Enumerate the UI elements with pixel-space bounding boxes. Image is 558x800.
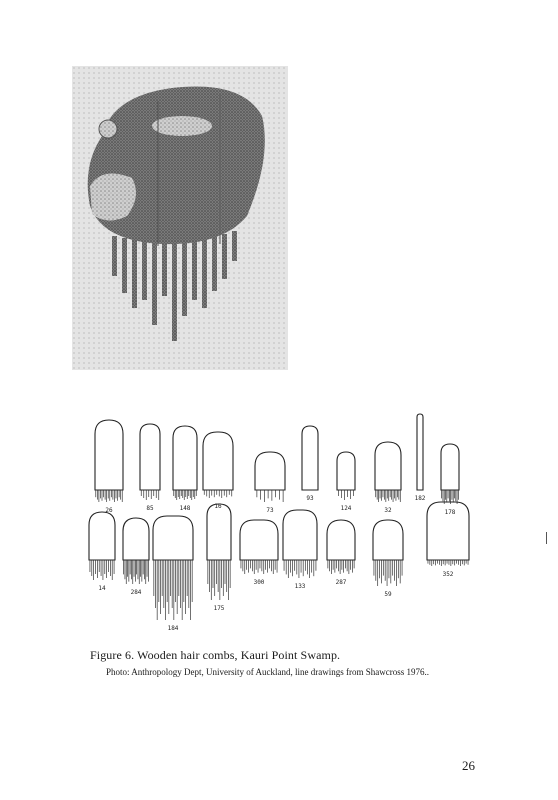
comb-drawing <box>337 452 355 500</box>
page-number: 26 <box>462 758 475 773</box>
comb-number: 284 <box>130 589 142 596</box>
comb-drawing <box>173 426 197 500</box>
comb-number: 300 <box>253 579 265 586</box>
figure-caption <box>90 648 510 678</box>
comb-number: 124 <box>340 505 352 512</box>
comb-line-drawings <box>95 410 485 632</box>
comb-number: 182 <box>414 495 426 502</box>
comb-number: 32 <box>384 507 392 514</box>
comb-number: 175 <box>213 605 225 612</box>
comb-drawing <box>140 424 160 500</box>
comb-drawing <box>302 426 318 490</box>
comb-number: 148 <box>179 505 191 512</box>
comb-drawing <box>207 504 231 600</box>
comb-drawing <box>441 444 459 504</box>
comb-number: 287 <box>335 579 347 586</box>
comb-number: 352 <box>442 571 454 578</box>
comb-number: 73 <box>266 507 274 514</box>
comb-drawing <box>89 512 115 580</box>
comb-drawing <box>255 452 285 502</box>
comb-drawing <box>417 414 423 490</box>
caption-credit: Photo: Anthropology Dept, University of Auckland, line drawings from Shawcross 1976.. <box>106 667 429 677</box>
comb-drawing <box>283 510 317 578</box>
comb-number: 14 <box>98 585 106 592</box>
comb-number: 93 <box>306 495 314 502</box>
comb-drawing <box>375 442 401 502</box>
comb-photograph <box>72 66 288 370</box>
comb-number: 178 <box>444 509 456 516</box>
comb-drawing <box>95 420 123 502</box>
comb-number: 85 <box>146 505 154 512</box>
comb-number: 133 <box>294 583 306 590</box>
caption-title: Figure 6. Wooden hair combs, Kauri Point Swamp. <box>90 648 341 662</box>
comb-drawing <box>240 520 278 574</box>
comb-number: 59 <box>384 591 392 598</box>
margin-mark <box>545 532 548 544</box>
comb-number: 16 <box>214 503 222 510</box>
comb-drawing <box>153 516 193 620</box>
comb-drawing <box>203 432 233 498</box>
comb-drawing <box>123 518 149 584</box>
comb-number: 184 <box>167 625 179 632</box>
comb-drawing <box>327 520 355 574</box>
comb-drawing <box>373 520 403 586</box>
comb-number: 26 <box>105 507 113 514</box>
